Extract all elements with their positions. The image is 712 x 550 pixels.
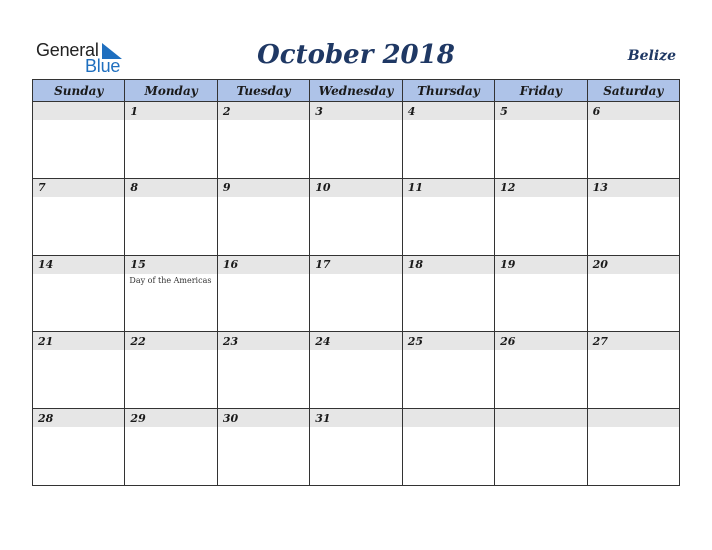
day-number: 14 xyxy=(38,258,54,272)
day-number-band xyxy=(310,409,401,427)
day-number: 13 xyxy=(592,181,608,195)
day-number-band xyxy=(125,409,216,427)
day-cell-14 xyxy=(33,256,125,333)
day-cell-3 xyxy=(310,102,402,179)
country-name: Belize xyxy=(627,48,676,64)
day-number: 12 xyxy=(500,181,516,195)
day-number-band xyxy=(588,332,679,350)
day-number: 18 xyxy=(407,258,424,272)
day-cell-9 xyxy=(218,179,310,256)
day-cell-16 xyxy=(218,256,310,333)
weekday-header-monday: Monday xyxy=(125,80,217,102)
day-number: 29 xyxy=(130,411,146,425)
day-cell-28 xyxy=(33,409,125,486)
weekday-header-saturday: Saturday xyxy=(588,80,680,102)
weekday-header-friday: Friday xyxy=(495,80,587,102)
day-number-band xyxy=(218,256,309,274)
day-number: 4 xyxy=(407,104,416,118)
weekday-header-thursday: Thursday xyxy=(403,80,495,102)
day-number-band xyxy=(495,256,586,274)
day-number-band xyxy=(403,256,494,274)
day-number: 3 xyxy=(315,104,323,118)
day-number-band xyxy=(33,179,124,197)
day-number-band xyxy=(218,179,309,197)
day-cell-21 xyxy=(33,332,125,409)
day-cell-18 xyxy=(403,256,495,333)
day-number-band xyxy=(33,102,124,120)
day-number-band xyxy=(33,409,124,427)
day-number: 16 xyxy=(222,258,239,272)
day-number-band xyxy=(403,409,494,427)
day-number: 30 xyxy=(222,411,239,425)
day-number-band xyxy=(310,179,401,197)
day-number: 1 xyxy=(130,104,139,118)
day-cell-25 xyxy=(403,332,495,409)
day-number-band xyxy=(588,102,679,120)
day-cell-26 xyxy=(495,332,587,409)
day-cell-19 xyxy=(495,256,587,333)
logo-word-general: General xyxy=(36,40,99,60)
day-number-band xyxy=(495,409,586,427)
day-cell-11 xyxy=(403,179,495,256)
day-number: 22 xyxy=(130,334,146,348)
day-number-band xyxy=(310,102,401,120)
day-cell-4 xyxy=(403,102,495,179)
calendar-title: October 2018 xyxy=(257,40,455,70)
weekday-header-sunday: Sunday xyxy=(33,80,125,102)
day-number-band xyxy=(403,179,494,197)
day-number: 7 xyxy=(38,181,46,195)
day-number: 19 xyxy=(500,258,516,272)
day-number-band xyxy=(495,179,586,197)
day-number-band xyxy=(125,332,216,350)
day-cell-22 xyxy=(125,332,217,409)
day-cell-29 xyxy=(125,409,217,486)
day-cell-1 xyxy=(125,102,217,179)
day-number: 10 xyxy=(315,181,331,195)
day-cell-5 xyxy=(495,102,587,179)
day-cell-7 xyxy=(33,179,125,256)
day-number: 28 xyxy=(38,411,54,425)
day-number-band xyxy=(33,332,124,350)
day-number-band xyxy=(403,102,494,120)
day-number: 25 xyxy=(407,334,424,348)
day-number: 5 xyxy=(500,104,508,118)
day-number-band xyxy=(495,332,586,350)
day-cell-15 xyxy=(125,256,217,333)
weekday-header-wednesday: Wednesday xyxy=(310,80,402,102)
day-cell-2 xyxy=(218,102,310,179)
day-number: 31 xyxy=(315,411,331,425)
month-calendar-grid xyxy=(32,79,680,486)
day-number: 11 xyxy=(407,181,424,195)
day-cell-17 xyxy=(310,256,402,333)
empty-day-cell xyxy=(495,409,587,486)
logo-word-blue: Blue xyxy=(85,56,121,76)
day-number-band xyxy=(218,409,309,427)
day-number: 9 xyxy=(222,181,231,195)
day-number-band xyxy=(125,256,216,274)
day-cell-20 xyxy=(588,256,680,333)
day-cell-10 xyxy=(310,179,402,256)
day-number-band xyxy=(218,102,309,120)
day-cell-8 xyxy=(125,179,217,256)
day-cell-23 xyxy=(218,332,310,409)
day-number: 27 xyxy=(592,334,608,348)
day-number: 17 xyxy=(315,258,331,272)
day-number: 26 xyxy=(500,334,516,348)
day-number: 24 xyxy=(315,334,331,348)
day-number: 6 xyxy=(592,104,601,118)
day-cell-6 xyxy=(588,102,680,179)
day-number-band xyxy=(588,256,679,274)
day-number: 15 xyxy=(130,258,146,272)
day-number-band xyxy=(310,256,401,274)
day-number: 23 xyxy=(222,334,239,348)
day-number-band xyxy=(125,102,216,120)
empty-day-cell xyxy=(588,409,680,486)
day-number: 2 xyxy=(222,104,231,118)
day-number-band xyxy=(495,102,586,120)
day-number-band xyxy=(33,256,124,274)
day-number: 20 xyxy=(592,258,608,272)
day-number-band xyxy=(125,179,216,197)
day-cell-30 xyxy=(218,409,310,486)
day-cell-31 xyxy=(310,409,402,486)
day-number-band xyxy=(310,332,401,350)
day-number-band xyxy=(588,179,679,197)
day-cell-12 xyxy=(495,179,587,256)
day-cell-24 xyxy=(310,332,402,409)
day-number-band xyxy=(403,332,494,350)
empty-day-cell xyxy=(403,409,495,486)
day-cell-27 xyxy=(588,332,680,409)
empty-day-cell xyxy=(33,102,125,179)
day-cell-13 xyxy=(588,179,680,256)
day-number: 8 xyxy=(130,181,139,195)
holiday-label: Day of the Americas xyxy=(129,275,212,285)
weekday-header-tuesday: Tuesday xyxy=(218,80,310,102)
day-number-band xyxy=(218,332,309,350)
day-number-band xyxy=(588,409,679,427)
day-number: 21 xyxy=(38,334,54,348)
